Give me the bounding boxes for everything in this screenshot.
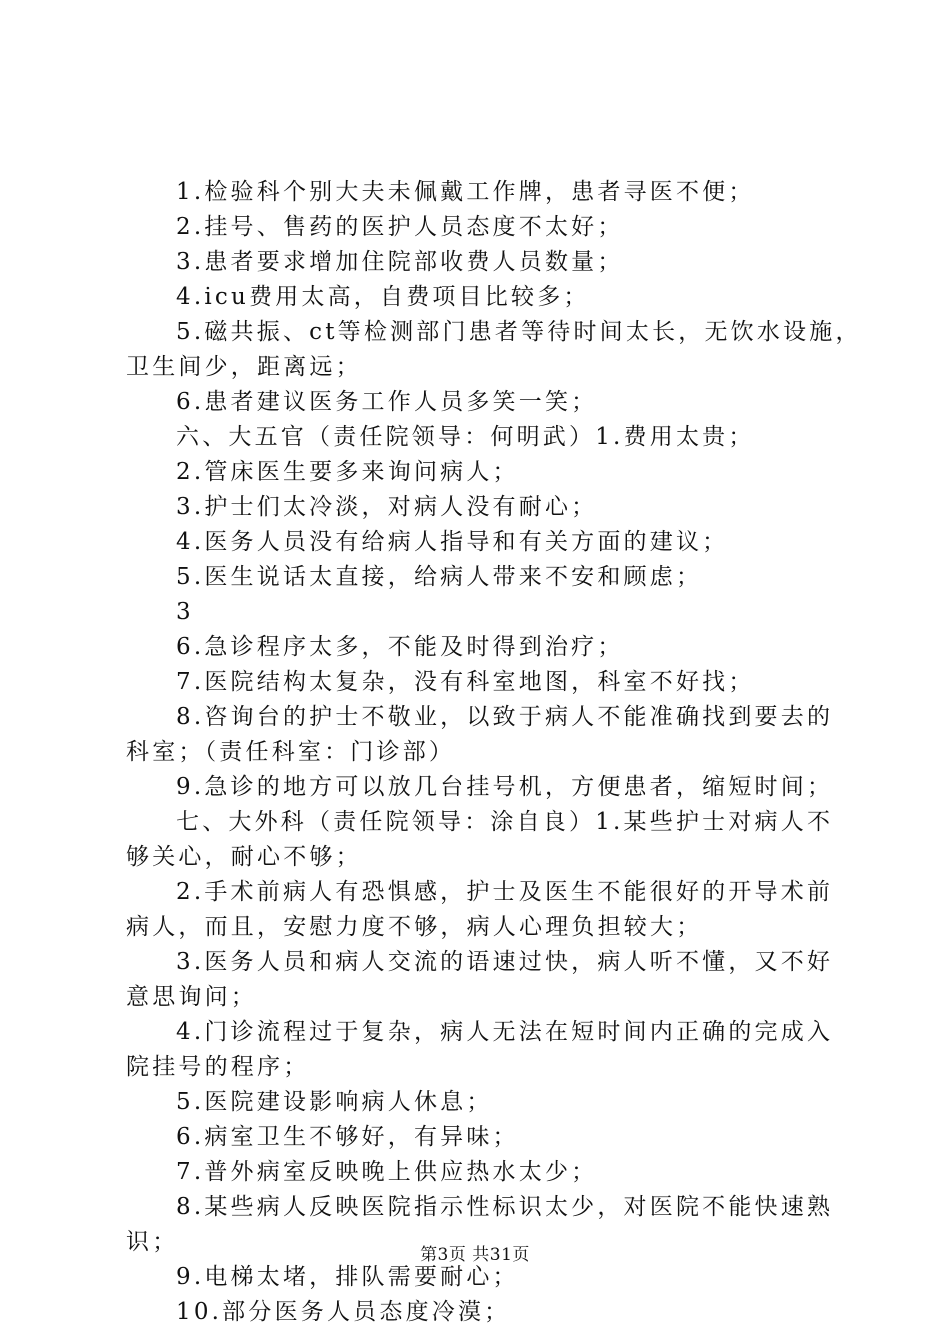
text-line: 科室；（责任科室：门诊部） <box>126 739 456 765</box>
text-line: 2.挂号、售药的医护人员态度不太好； <box>176 214 624 240</box>
text-line: 意思询问； <box>126 984 257 1010</box>
text-line: 6.急诊程序太多，不能及时得到治疗； <box>176 634 624 660</box>
text-line: 4.医务人员没有给病人指导和有关方面的建议； <box>176 529 729 555</box>
text-line: 1.检验科个别大夫未佩戴工作牌，患者寻医不便； <box>176 179 755 205</box>
text-line: 10.部分医务人员态度冷漠； <box>176 1299 511 1325</box>
text-line: 3.患者要求增加住院部收费人员数量； <box>176 249 624 275</box>
page-footer: 第3页 共31页 <box>420 1245 530 1265</box>
text-line: 3.护士们太冷淡，对病人没有耐心； <box>176 494 598 520</box>
text-line: 识； <box>126 1229 179 1255</box>
text-line: 院挂号的程序； <box>126 1054 310 1080</box>
text-line: 5.医院建设影响病人休息； <box>176 1089 493 1115</box>
text-line: 6.病室卫生不够好，有异味； <box>176 1124 519 1150</box>
text-line: 3.医务人员和病人交流的语速过快，病人听不懂，又不好 <box>176 949 834 975</box>
text-line: 8.某些病人反映医院指示性标识太少，对医院不能快速熟 <box>176 1194 834 1220</box>
page-number-mark: 3 <box>176 599 194 625</box>
text-line: 病人，而且，安慰力度不够，病人心理负担较大； <box>126 914 703 940</box>
text-line: 2.手术前病人有恐惧感，护士及医生不能很好的开导术前 <box>176 879 834 905</box>
text-line: 4.门诊流程过于复杂，病人无法在短时间内正确的完成入 <box>176 1019 834 1045</box>
text-line: 卫生间少，距离远； <box>126 354 362 380</box>
text-line: 够关心，耐心不够； <box>126 844 362 870</box>
text-line: 9.急诊的地方可以放几台挂号机，方便患者，缩短时间； <box>176 774 834 800</box>
text-line: 2.管床医生要多来询问病人； <box>176 459 519 485</box>
text-line: 5.磁共振、ct等检测部门患者等待时间太长，无饮水设施， <box>176 319 862 345</box>
text-line: 七、大外科（责任院领导：涂自良）1.某些护士对病人不 <box>176 809 834 835</box>
text-line: 8.咨询台的护士不敬业，以致于病人不能准确找到要去的 <box>176 704 834 730</box>
text-line: 6.患者建议医务工作人员多笑一笑； <box>176 389 598 415</box>
text-line: 4.icu费用太高，自费项目比较多； <box>176 284 590 310</box>
text-line: 9.电梯太堵，排队需要耐心； <box>176 1264 519 1290</box>
text-line: 六、大五官（责任院领导：何明武）1.费用太贵； <box>176 424 755 450</box>
text-line: 5.医生说话太直接，给病人带来不安和顾虑； <box>176 564 703 590</box>
text-line: 7.普外病室反映晚上供应热水太少； <box>176 1159 598 1185</box>
text-line: 7.医院结构太复杂，没有科室地图，科室不好找； <box>176 669 755 695</box>
